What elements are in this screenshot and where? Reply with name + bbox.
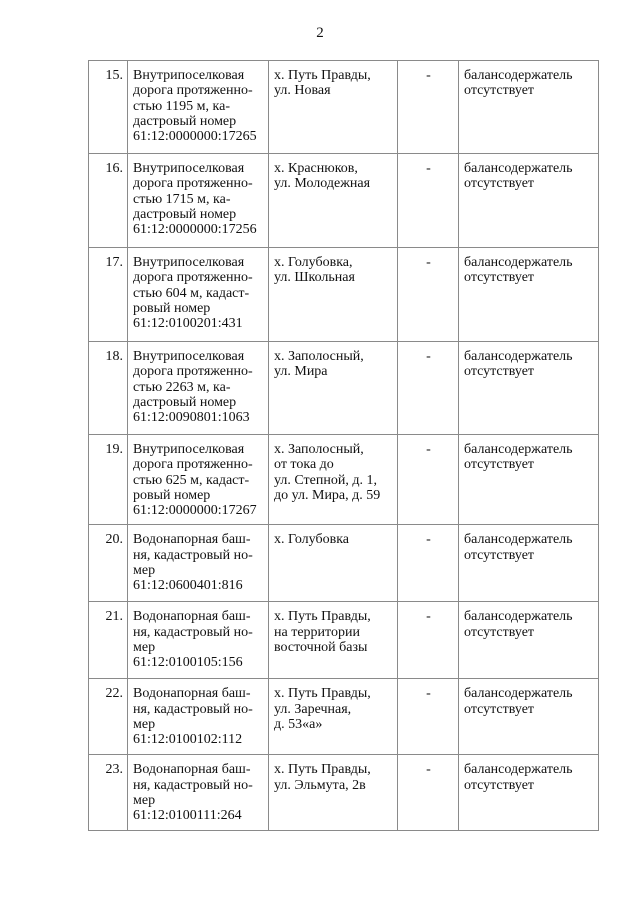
object-description-line: 61:12:0100111:264 — [133, 808, 242, 824]
object-address-line: х. Заполосный, — [274, 349, 364, 364]
table-row — [89, 342, 599, 435]
balance-holder — [459, 602, 599, 679]
object-description-line: Внутрипоселковая — [133, 68, 245, 83]
object-address — [269, 154, 398, 248]
table-row — [89, 679, 599, 755]
row-number: 18. — [89, 342, 128, 435]
object-description-line: стью 625 м, кадаст- — [133, 472, 250, 488]
object-description-line: ровый номер — [133, 300, 211, 316]
balance-holder-line: отсутствует — [464, 83, 535, 99]
table-row — [89, 61, 599, 154]
object-description-line: 61:12:0100201:431 — [133, 316, 243, 332]
object-description — [128, 755, 269, 831]
balance-holder — [459, 248, 599, 342]
object-address — [269, 679, 398, 755]
object-address-line: до ул. Мира, д. 59 — [274, 487, 381, 503]
object-address — [269, 525, 398, 602]
balance-holder-line: балансодержатель — [464, 442, 573, 457]
object-address-line: ул. Молодежная — [274, 176, 371, 192]
object-description — [128, 342, 269, 435]
object-address-line: х. Путь Правды, — [274, 762, 371, 778]
object-description-line: Водонапорная баш- — [133, 686, 251, 702]
balance-holder — [459, 755, 599, 831]
balance-holder-line: балансодержатель — [464, 255, 573, 270]
balance-holder-line: балансодержатель — [464, 762, 573, 778]
object-address-line: х. Голубовка, — [274, 255, 353, 270]
object-description-line: стью 604 м, кадаст- — [133, 285, 250, 301]
table-row — [89, 602, 599, 679]
object-address — [269, 248, 398, 342]
object-description-line: стью 1195 м, ка- — [133, 98, 230, 114]
object-address-line: х. Путь Правды, — [274, 609, 371, 625]
mark-cell: - — [398, 525, 459, 602]
balance-holder — [459, 679, 599, 755]
balance-holder-line: балансодержатель — [464, 532, 573, 548]
table-row — [89, 435, 599, 525]
balance-holder — [459, 61, 599, 154]
object-description-line: дорога протяженно- — [133, 270, 253, 286]
mark-cell: - — [398, 435, 459, 525]
object-description-line: ня, кадастровый но- — [133, 547, 253, 563]
balance-holder-line: отсутствует — [464, 777, 535, 793]
object-address — [269, 435, 398, 525]
object-description-line: дастровый номер — [133, 113, 237, 129]
object-description-line: 61:12:0100105:156 — [133, 655, 243, 671]
object-description-line: стью 1715 м, ка- — [133, 191, 231, 207]
object-description-line: мер — [133, 640, 156, 656]
balance-holder-line: отсутствует — [464, 457, 535, 473]
object-description-line: дорога протяженно- — [133, 364, 253, 380]
balance-holder-line: балансодержатель — [464, 161, 573, 176]
object-address-line: восточной базы — [274, 640, 368, 656]
balance-holder-line: отсутствует — [464, 270, 535, 286]
object-address — [269, 61, 398, 154]
object-description-line: 61:12:0000000:17267 — [133, 503, 257, 519]
table-row — [89, 525, 599, 602]
object-description-line: дастровый номер — [133, 206, 237, 222]
object-description-line: Внутрипоселковая — [133, 255, 245, 270]
object-description — [128, 602, 269, 679]
balance-holder-line: балансодержатель — [464, 609, 573, 625]
object-description-line: мер — [133, 717, 156, 733]
balance-holder-line: отсутствует — [464, 547, 535, 563]
balance-holder-line: балансодержатель — [464, 686, 573, 702]
object-address-line: х. Путь Правды, — [274, 686, 371, 702]
object-address-line: от тока до — [274, 457, 334, 473]
balance-holder — [459, 154, 599, 248]
object-address-line: х. Заполосный, — [274, 442, 364, 457]
mark-cell: - — [398, 602, 459, 679]
object-description-line: ня, кадастровый но- — [133, 624, 253, 640]
object-address-line: ул. Мира — [274, 364, 328, 380]
table-row — [89, 755, 599, 831]
object-address-line: ул. Новая — [274, 83, 331, 99]
balance-holder-line: отсутствует — [464, 624, 535, 640]
row-number: 15. — [89, 61, 128, 154]
object-address-line: ул. Степной, д. 1, — [274, 472, 377, 488]
mark-cell: - — [398, 154, 459, 248]
object-description-line: 61:12:0090801:1063 — [133, 410, 250, 426]
balance-holder-line: балансодержатель — [464, 68, 573, 83]
object-description — [128, 525, 269, 602]
object-description-line: 61:12:0600401:816 — [133, 578, 243, 594]
balance-holder — [459, 435, 599, 525]
object-address-line: д. 53«а» — [274, 717, 323, 733]
row-number: 19. — [89, 435, 128, 525]
table-row — [89, 154, 599, 248]
row-number: 16. — [89, 154, 128, 248]
table-row — [89, 248, 599, 342]
row-number: 23. — [89, 755, 128, 831]
object-description-line: мер — [133, 563, 156, 579]
page-number: 2 — [316, 25, 324, 41]
object-description — [128, 435, 269, 525]
balance-holder-line: отсутствует — [464, 176, 535, 192]
object-address — [269, 755, 398, 831]
object-description — [128, 679, 269, 755]
object-description-line: Водонапорная баш- — [133, 609, 251, 625]
object-description-line: дастровый номер — [133, 394, 237, 410]
balance-holder-line: отсутствует — [464, 701, 535, 717]
object-address — [269, 602, 398, 679]
balance-holder-line: балансодержатель — [464, 349, 573, 364]
object-description-line: дорога протяженно- — [133, 457, 253, 473]
object-description-line: 61:12:0000000:17265 — [133, 129, 257, 145]
object-address-line: х. Путь Правды, — [274, 68, 371, 83]
object-address-line: на территории — [274, 624, 360, 640]
object-description-line: мер — [133, 793, 156, 809]
object-description-line: Внутрипоселковая — [133, 161, 245, 176]
object-address-line: ул. Заречная, — [274, 701, 352, 717]
object-description-line: стью 2263 м, ка- — [133, 379, 231, 395]
object-description-line: дорога протяженно- — [133, 176, 253, 192]
object-description-line: ня, кадастровый но- — [133, 777, 253, 793]
object-description-line: Внутрипоселковая — [133, 349, 245, 364]
object-description-line: 61:12:0100102:112 — [133, 732, 243, 748]
mark-cell: - — [398, 342, 459, 435]
balance-holder — [459, 525, 599, 602]
object-address-line: ул. Эльмута, 2в — [274, 777, 366, 793]
object-description — [128, 61, 269, 154]
object-description-line: Внутрипоселковая — [133, 442, 245, 457]
mark-cell: - — [398, 61, 459, 154]
object-address-line: х. Голубовка — [274, 532, 350, 548]
balance-holder — [459, 342, 599, 435]
mark-cell: - — [398, 679, 459, 755]
mark-cell: - — [398, 755, 459, 831]
object-description-line: 61:12:0000000:17256 — [133, 222, 257, 238]
object-address — [269, 342, 398, 435]
property-table — [88, 60, 599, 831]
object-description-line: ровый номер — [133, 487, 211, 503]
object-description — [128, 248, 269, 342]
object-description-line: Водонапорная баш- — [133, 762, 251, 778]
object-description-line: Водонапорная баш- — [133, 532, 251, 548]
mark-cell: - — [398, 248, 459, 342]
object-address-line: ул. Школьная — [274, 270, 355, 286]
row-number: 21. — [89, 602, 128, 679]
object-description-line: дорога протяженно- — [133, 83, 253, 99]
property-table-body — [89, 61, 599, 831]
balance-holder-line: отсутствует — [464, 364, 535, 380]
row-number: 22. — [89, 679, 128, 755]
object-description-line: ня, кадастровый но- — [133, 701, 253, 717]
object-description — [128, 154, 269, 248]
row-number: 17. — [89, 248, 128, 342]
object-address-line: х. Краснюков, — [274, 161, 358, 176]
row-number: 20. — [89, 525, 128, 602]
